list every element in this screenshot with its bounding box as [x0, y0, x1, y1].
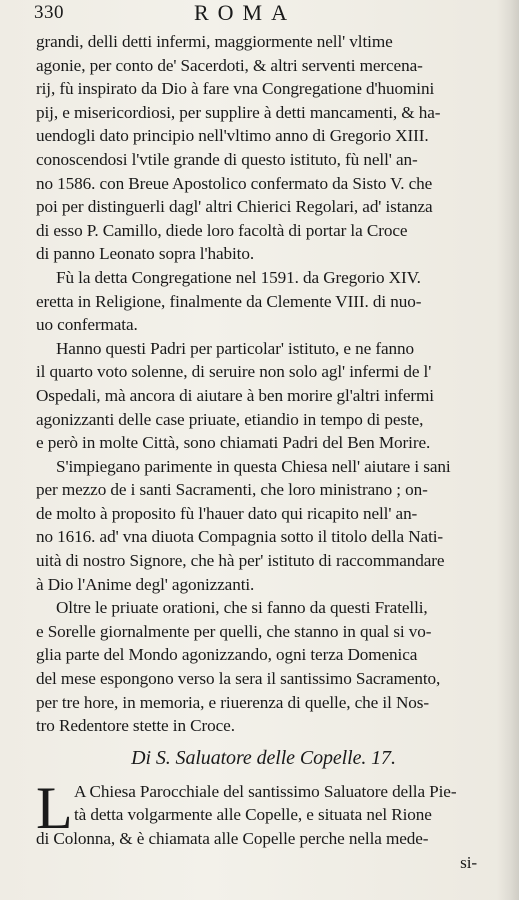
section-heading: Di S. Saluatore delle Copelle. 17.	[131, 746, 396, 769]
text-line: à Dio l'Anime degl' agonizzanti.	[36, 574, 255, 594]
text-line: di esso P. Camillo, diede loro facoltà di portar la Croce	[36, 220, 408, 240]
body-text	[36, 30, 491, 874]
text-line: de molto à proposito fù l'hauer dato qui ricapito nell' an-	[36, 503, 418, 523]
running-head: ROMA	[194, 0, 297, 25]
text-line: conoscendosi l'vtile grande di questo istituto, fù nell' an-	[36, 149, 418, 169]
text-line: no 1586. con Breue Apostolico confermato da Sisto V. che	[36, 173, 433, 193]
text-line: grandi, delli detti infermi, maggiormente nell' vltime	[36, 32, 393, 51]
text-line: e però in molte Città, sono chiamati Padri del Ben Morire.	[36, 433, 431, 453]
page-edge-shadow	[497, 0, 519, 900]
text-line: Ospedali, mà ancora di aiutare à ben morire gl'altri infermi	[36, 385, 434, 405]
text-line: S'impiegano parimente in questa Chiesa nell' aiutare i sani	[56, 456, 451, 476]
text-line: no 1616. ad' vna diuota Compagnia sotto il titolo della Nati-	[36, 527, 444, 547]
text-line: pij, e misericordiosi, per supplire à detti mancamenti, & ha-	[36, 102, 441, 122]
text-line: eretta in Religione, finalmente da Clemente VIII. di nuo-	[36, 291, 422, 311]
section-2-paragraph	[36, 774, 491, 874]
text-line: di panno Leonato sopra l'habito.	[36, 244, 255, 264]
paragraph-2	[36, 266, 491, 337]
text-line: Fù la detta Congregatione nel 1591. da Gregorio XIV.	[56, 267, 421, 287]
text-line: Hanno questi Padri per particolar' istituto, e ne fanno	[56, 338, 414, 358]
drop-cap: L	[36, 774, 73, 841]
text-line: tro Redentore stette in Croce.	[36, 716, 235, 736]
paragraph-continuation	[36, 30, 491, 266]
text-line: e Sorelle giornalmente per quelli, che stanno in qual si vo-	[36, 621, 432, 641]
catchword: si-	[460, 852, 477, 872]
paragraph-5	[36, 596, 491, 738]
paragraph-3	[36, 337, 491, 455]
text-line: per tre hore, in memoria, e riuerenza di quelle, che il Nos-	[36, 692, 429, 712]
text-line-rest: A Chiesa Parocchiale del santissimo Saluatore della Pie-	[74, 781, 457, 801]
paragraph-4	[36, 455, 491, 597]
text-line: il quarto voto solenne, di seruire non solo agl' infermi de l'	[36, 362, 432, 382]
text-line: tà detta volgarmente alle Copelle, e situata nel Rione	[74, 805, 432, 825]
text-line: agonie, per conto de' Sacerdoti, & altri serventi mercena-	[36, 55, 423, 75]
page-header	[34, 0, 483, 28]
text-line: agonizzanti delle case priuate, etiandio in tempo di peste,	[36, 409, 424, 429]
text-line: uo confermata.	[36, 315, 138, 335]
text-line: Oltre le priuate orationi, che si fanno da questi Fratelli,	[56, 598, 428, 618]
text-line: uendogli dato principio nell'vltimo anno di Gregorio XIII.	[36, 126, 429, 146]
page-number: 330	[34, 2, 64, 23]
text-line: glia parte del Mondo agonizzando, ogni terza Domenica	[36, 645, 418, 665]
text-line: del mese espongono verso la sera il santissimo Sacramento,	[36, 669, 441, 689]
text-line: rij, fù inspirato da Dio à fare vna Congregatione d'huomini	[36, 79, 435, 99]
text-line: uità di nostro Signore, che hà per' istituto di raccommandare	[36, 551, 445, 571]
text-line: di Colonna, & è chiamata alle Copelle perche nella mede-	[36, 829, 429, 848]
text-line: poi per distinguerli dagl' altri Chierici Regolari, ad' istanza	[36, 197, 433, 217]
text-line: per mezzo de i santi Sacramenti, che loro ministrano ; on-	[36, 480, 428, 500]
